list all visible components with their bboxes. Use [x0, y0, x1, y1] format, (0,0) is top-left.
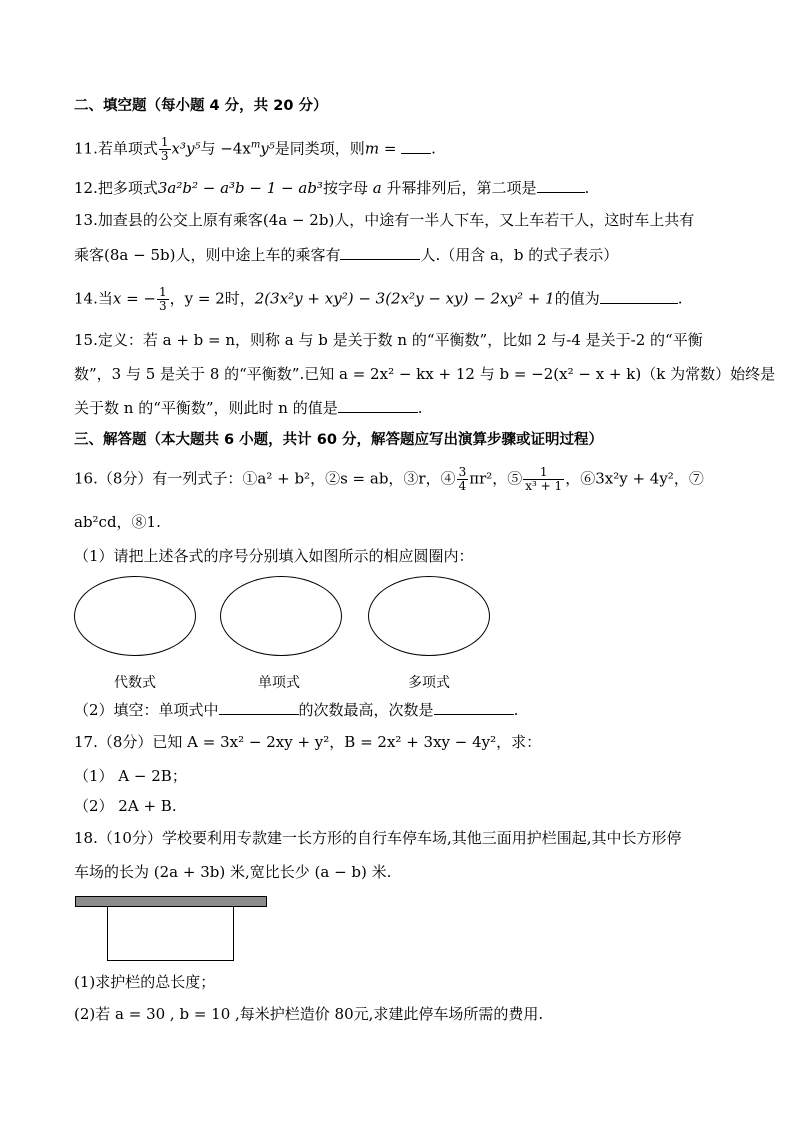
- q14-fraction: [157, 286, 169, 313]
- q15-answer-blank[interactable]: [338, 398, 418, 413]
- q11-frac-den: 3: [160, 149, 169, 163]
- question-18-line-2: 车场的长为 (2a + 3b) 米,宽比长少 (a − b) 米.: [74, 863, 392, 881]
- q14-mid: ，y = 2时，: [169, 289, 255, 308]
- q11-var: m: [364, 139, 380, 158]
- q13-line2b: 人.（用含 a，b 的式子表示）: [420, 246, 619, 264]
- q12-suffix: 升幂排列后，第二项是: [386, 179, 537, 197]
- q16-fraction-4: [457, 466, 469, 493]
- q14-answer-blank[interactable]: [600, 289, 678, 304]
- q14-xvar: x = −: [112, 289, 156, 308]
- q16-sub2b: 的次数最高，次数是: [298, 701, 434, 719]
- parking-lot-rectangle: [107, 907, 234, 961]
- q12-mid: 按字母: [322, 179, 368, 197]
- q16-line1b: πr²，⑤: [469, 469, 523, 488]
- parking-lot-wall: [75, 896, 267, 907]
- section-2-heading: 二、填空题（每小题 4 分，共 20 分）: [74, 98, 328, 114]
- question-15-line-2: 数”，3 与 5 是关于 8 的“平衡数”.已知 a = 2x² − kx + 12 与 b = −2(x² − x + k)（k 为常数）始终是: [74, 365, 776, 383]
- q15-end: .: [417, 399, 423, 417]
- q11-mid: 与 −4x: [200, 139, 251, 158]
- question-13-line-2: [74, 245, 618, 265]
- q11-fraction: [159, 136, 171, 163]
- q14-frac-num: 1: [159, 285, 167, 299]
- question-17-line-1: 17.（8分）已知 A = 3x² − 2xy + y²，B = 2x² + 3xy − 4y²，求：: [74, 733, 542, 751]
- q14-end: .: [677, 289, 683, 308]
- q11-prefix: 11.若单项式: [74, 139, 158, 158]
- q11-eq: =: [379, 139, 402, 158]
- section-3-heading: 三、解答题（本大题共 6 小题，共计 60 分，解答题应写出演算步骤或证明过程）: [74, 432, 603, 448]
- q16-sub2end: .: [513, 701, 519, 719]
- label-polynomial: 多项式: [408, 675, 450, 691]
- question-17-sub-2: （2） 2A + B.: [74, 797, 177, 815]
- q16-f4-num: 3: [458, 465, 467, 479]
- label-monomial: 单项式: [258, 675, 300, 691]
- question-13-line-1: 13.加查县的公交上原有乘客(4a − 2b)人，中途有一半人下车，又上车若干人，这时车上共有: [74, 211, 695, 229]
- q12-end: .: [584, 179, 590, 197]
- label-algebraic-expression: 代数式: [114, 675, 156, 691]
- q16-blank-1[interactable]: [219, 700, 299, 715]
- q13-line2a: 乘客(8a − 5b)人，则中途上车的乘客有: [74, 246, 341, 264]
- question-15-line-1: 15.定义：若 a + b = n，则称 a 与 b 是关于数 n 的“平衡数”，比如 2 与-4 是关于-2 的“平衡: [74, 331, 703, 349]
- question-11: [74, 136, 436, 163]
- question-17-sub-1: （1） A − 2B；: [74, 767, 187, 785]
- question-16-sub-2: [74, 700, 518, 720]
- q11-end: .: [431, 139, 436, 158]
- q16-line1c: ，⑥3x²y + 4y²，⑦: [565, 469, 704, 488]
- q14-suffix: 的值为: [554, 289, 600, 308]
- q11-frac-num: 1: [160, 135, 169, 149]
- ellipse-polynomial: [368, 576, 490, 656]
- ellipse-monomial: [220, 576, 342, 656]
- question-16-line-1: [74, 466, 704, 493]
- question-18-sub-1: (1)求护栏的总长度；: [74, 973, 216, 991]
- q16-f4-den: 4: [458, 479, 467, 493]
- q11-term2-rest: y⁵: [260, 139, 275, 158]
- q16-f5-num: 1: [523, 466, 564, 480]
- q14-expr: 2(3x²y + xy²) − 3(2x²y − xy) − 2xy² + 1: [254, 289, 555, 308]
- q11-term2-exp: m: [250, 139, 261, 151]
- q13-answer-blank[interactable]: [340, 245, 420, 260]
- q15-line3a: 关于数 n 的“平衡数”，则此时 n 的值是: [74, 399, 338, 417]
- q12-poly: 3a²b² − a³b − 1 − ab³: [157, 179, 323, 197]
- q16-f5-den: x³ + 1: [525, 479, 563, 493]
- q11-suffix: 是同类项，则: [274, 139, 365, 158]
- q16-sub2a: （2）填空：单项式中: [74, 701, 219, 719]
- question-18-line-1: 18.（10分）学校要利用专款建一长方形的自行车停车场,其他三面用护栏围起,其中长方形停: [74, 829, 682, 847]
- q14-frac-den: 3: [159, 299, 167, 313]
- q12-answer-blank[interactable]: [537, 178, 585, 193]
- q16-fraction-5: [523, 466, 564, 493]
- question-18-sub-2: (2)若 a = 30 , b = 10 ,每米护栏造价 80元,求建此停车场所需的费用.: [74, 1005, 544, 1023]
- question-16-sub-1: （1）请把上述各式的序号分别填入如图所示的相应圆圈内：: [74, 547, 474, 565]
- ellipse-algebraic-expression: [74, 576, 196, 656]
- q14-prefix: 14.当: [74, 289, 113, 308]
- q16-line1a: 16.（8分）有一列式子：①a² + b²，②s = ab，③r，④: [74, 469, 456, 488]
- question-12: [74, 178, 589, 198]
- q11-answer-blank[interactable]: [401, 139, 431, 154]
- q12-prefix: 12.把多项式: [74, 179, 158, 197]
- question-16-line-2: ab²cd，⑧1.: [74, 513, 161, 531]
- q11-term1: x³y⁵: [171, 139, 201, 158]
- question-14: [74, 286, 682, 313]
- q16-blank-2[interactable]: [434, 700, 514, 715]
- q12-var: a: [372, 179, 382, 197]
- question-15-line-3: [74, 398, 423, 418]
